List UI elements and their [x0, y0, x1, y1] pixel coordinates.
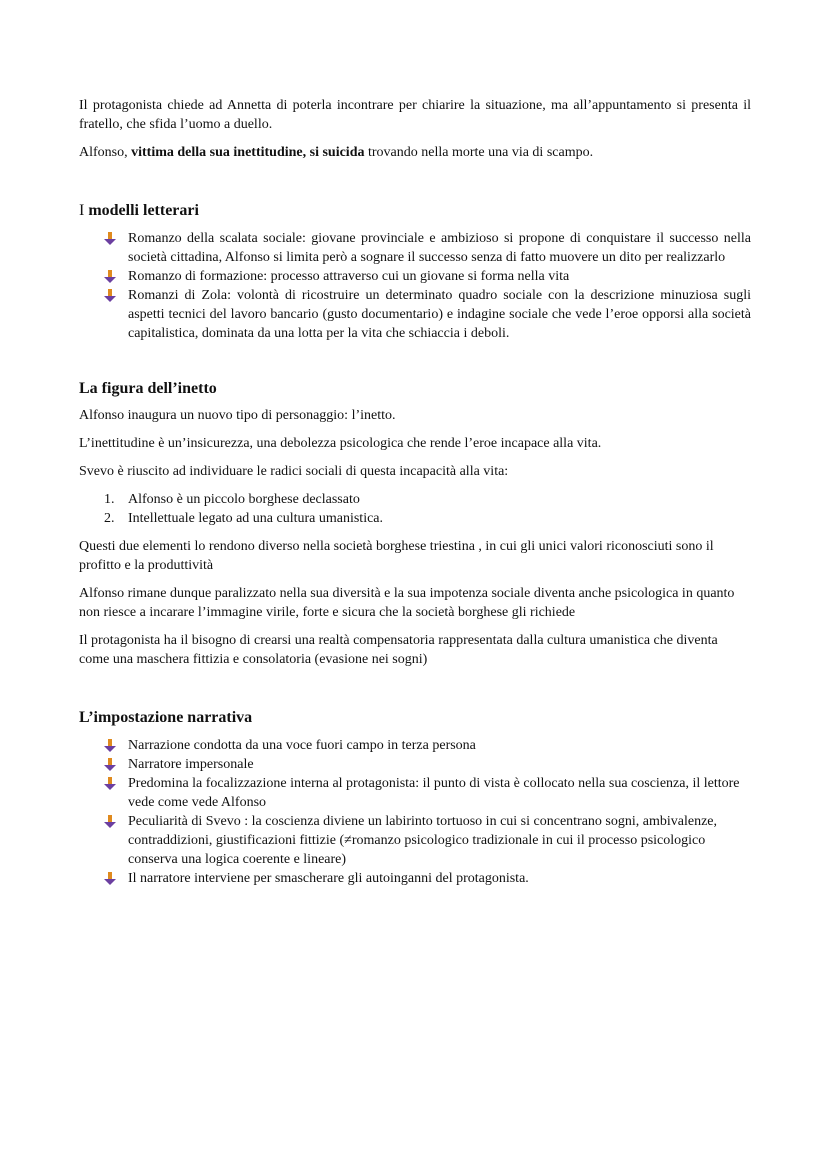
intro-p2-pre: Alfonso, — [79, 145, 132, 160]
modelli-title-bold: modelli letterari — [88, 202, 199, 219]
list-item — [128, 736, 751, 755]
figura-numbered-list — [79, 490, 751, 528]
modelli-title-pre: I — [79, 202, 89, 219]
list-item — [128, 229, 751, 267]
down-arrow-bullet-icon — [103, 815, 117, 829]
figura-paragraph-2: L’inettitudine è un’insicurezza, una debolezza psicologica che rende l’eroe incapace alla vita. — [79, 436, 602, 451]
figura-paragraph-5: Alfonso rimane dunque paralizzato nella sua diversità e la sua impotenza sociale diventa anche psicologica in quanto non riesce a incarare l’immagine virile, forte e sicura che la società borghese gli richiede — [79, 586, 735, 620]
list-item-text: Romanzo di formazione: processo attraverso cui un giovane si forma nella vita — [128, 269, 570, 284]
down-arrow-bullet-icon — [103, 739, 117, 753]
list-number: 2. — [104, 511, 115, 526]
list-item-text: Intellettuale legato ad una cultura umanistica. — [128, 511, 384, 526]
intro-paragraph-1: Il protagonista chiede ad Annetta di poterla incontrare per chiarire la situazione, ma all’appuntamento si presenta il fratello, che sfida l’uomo a duello. — [79, 98, 751, 132]
list-item — [128, 267, 751, 286]
down-arrow-bullet-icon — [103, 758, 117, 772]
figura-paragraph-3: Svevo è riuscito ad individuare le radici sociali di questa incapacità alla vita: — [79, 464, 509, 479]
modelli-list — [79, 229, 751, 343]
list-item — [128, 286, 751, 343]
figura-paragraph-4: Questi due elementi lo rendono diverso nella società borghese triestina , in cui gli unici valori riconosciuti sono il profitto e la produttività — [79, 539, 714, 573]
down-arrow-bullet-icon — [103, 232, 117, 246]
list-number: 1. — [104, 492, 115, 507]
list-item-text: Alfonso è un piccolo borghese declassato — [128, 492, 360, 507]
down-arrow-bullet-icon — [103, 289, 117, 303]
list-item-text: Romanzo della scalata sociale: giovane provinciale e ambizioso si propone di conquistare il successo nella società cittadina, Alfonso si limita però a sognare il successo senza di fatto muovere un dito per realizzarlo — [128, 231, 751, 265]
section-title-figura: La figura dell’inetto — [79, 380, 217, 397]
list-item-text: Predomina la focalizzazione interna al protagonista: il punto di vista è collocato nella sua coscienza, il lettore vede come vede Alfonso — [128, 776, 740, 810]
intro-paragraph-2 — [79, 143, 751, 162]
list-item — [128, 812, 751, 869]
list-item — [104, 509, 751, 528]
section-title-modelli — [79, 201, 751, 221]
intro-p2-post: trovando nella morte una via di scampo. — [364, 145, 594, 160]
list-item — [128, 774, 751, 812]
figura-paragraph-1: Alfonso inaugura un nuovo tipo di personaggio: l’inetto. — [79, 408, 396, 423]
list-item-text: Narrazione condotta da una voce fuori campo in terza persona — [128, 738, 476, 753]
list-item — [128, 869, 751, 888]
list-item-text: Romanzi di Zola: volontà di ricostruire un determinato quadro sociale con la descrizione minuziosa sugli aspetti tecnici del lavoro bancario (gusto documentario) e indagine sociale che vede l’eroe opporsi alla società capitalistica, dominata da una lotta per la vita che schiaccia i deboli. — [128, 288, 751, 341]
list-item-text: Il narratore interviene per smascherare gli autoinganni del protagonista. — [128, 871, 529, 886]
list-item — [128, 755, 751, 774]
down-arrow-bullet-icon — [103, 872, 117, 886]
list-item-text: Narratore impersonale — [128, 757, 254, 772]
figura-paragraph-6: Il protagonista ha il bisogno di crearsi una realtà compensatoria rappresentata dalla cultura umanistica che diventa come una maschera fittizia e consolatoria (evasione nei sogni) — [79, 633, 718, 667]
down-arrow-bullet-icon — [103, 777, 117, 791]
impostazione-list — [79, 736, 751, 888]
document-page — [79, 96, 751, 888]
list-item — [104, 490, 751, 509]
down-arrow-bullet-icon — [103, 270, 117, 284]
section-title-impostazione: L’impostazione narrativa — [79, 709, 253, 726]
intro-p2-bold: vittima della sua inettitudine, si suicida — [131, 145, 365, 160]
list-item-text: Peculiarità di Svevo : la coscienza diviene un labirinto tortuoso in cui si concentrano sogni, ambivalenze, contraddizioni, giustificazioni fittizie (≠romanzo psicologico tradizionale in cui il processo psicologico conserva una logica coerente e lineare) — [128, 814, 717, 867]
